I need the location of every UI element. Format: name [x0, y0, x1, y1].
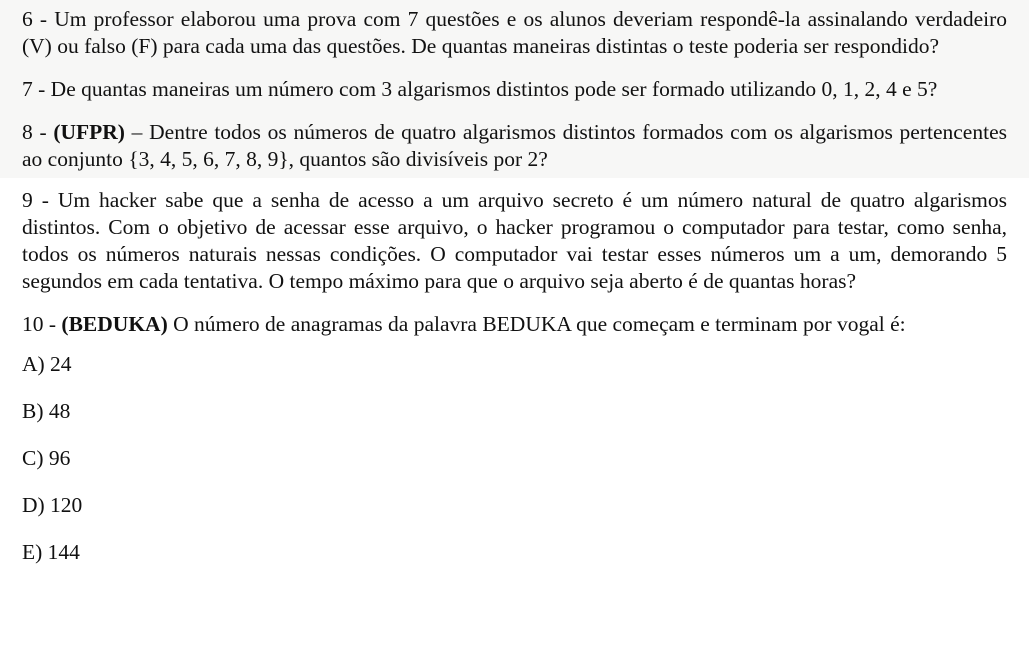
question-9 — [22, 187, 1007, 295]
question-8 — [22, 119, 1007, 173]
option-d: D) 120 — [22, 493, 83, 517]
option-c: C) 96 — [22, 446, 71, 470]
question-number: 8 - — [22, 120, 54, 144]
question-number: 6 - — [22, 7, 55, 31]
question-6 — [22, 6, 1007, 60]
question-text: O número de anagramas da palavra BEDUKA que começam e terminam por vogal é: — [167, 312, 906, 336]
question-number: 10 - — [22, 312, 62, 336]
option-b: B) 48 — [22, 399, 71, 423]
question-text: De quantas maneiras um número com 3 algarismos distintos pode ser formado utilizando 0, 1, 2, 4 e 5? — [50, 77, 938, 101]
option-a: A) 24 — [22, 352, 72, 376]
question-10 — [22, 311, 1007, 338]
question-text: Um professor elaborou uma prova com 7 questões e os alunos deveriam respondê-la assinalando verdadeiro (V) ou falso (F) para cada uma das questões. De quantas maneiras distintas o teste poderia ser respondido? — [22, 7, 1007, 58]
question-text: Um hacker sabe que a senha de acesso a um arquivo secreto é um número natural de quatro algarismos distintos. Com o objetivo de acessar esse arquivo, o hacker programou o computador para testar, como senha, todos os números naturais nessas condições. O computador vai testar esses números um a um, demorando 5 segundos em cada tentativa. O tempo máximo para que o arquivo seja aberto é de quantas horas? — [22, 188, 1007, 293]
option-e: E) 144 — [22, 540, 80, 564]
question-number: 7 - — [22, 77, 51, 101]
question-number: 9 - — [22, 188, 58, 212]
question-7 — [22, 76, 1007, 103]
question-source: (UFPR) — [53, 120, 125, 144]
question-text: – Dentre todos os números de quatro algarismos distintos formados com os algarismos pertencentes ao conjunto {3, 4, 5, 6, 7, 8, 9}, quantos são divisíveis por 2? — [22, 120, 1007, 171]
question-source: (BEDUKA) — [61, 312, 168, 336]
answer-options — [22, 351, 1007, 586]
